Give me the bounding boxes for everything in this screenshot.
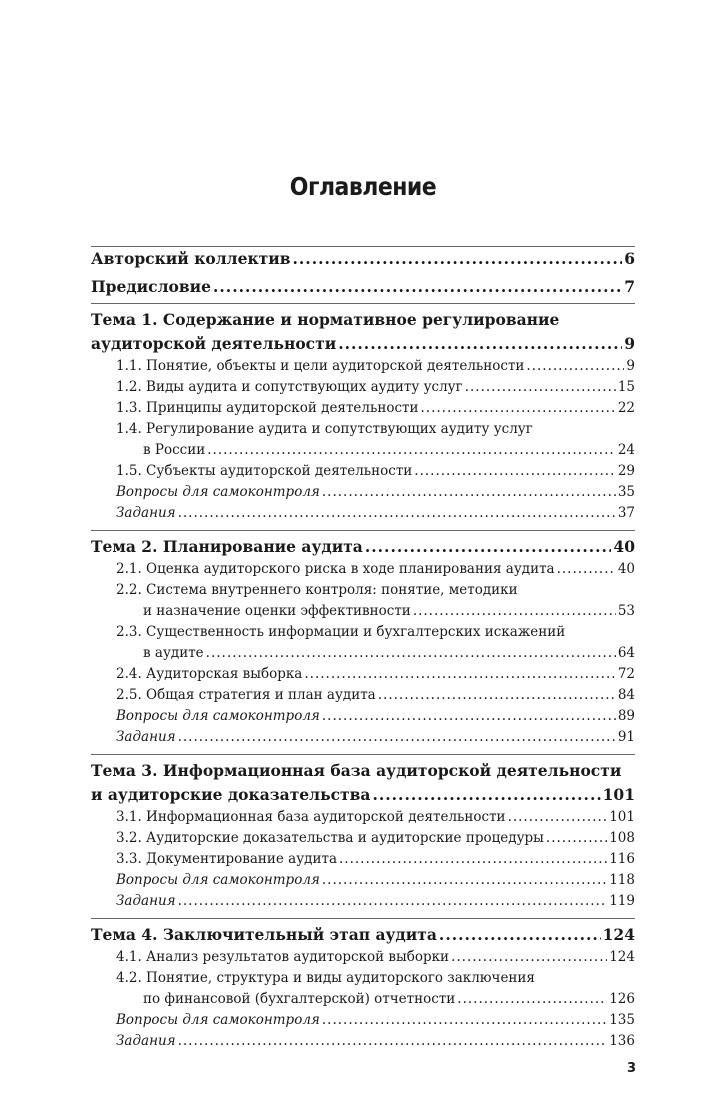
toc-subsection[interactable]: 4.2. Понятие, структура и виды аудиторского заключения bbox=[116, 970, 535, 986]
toc-entry-title: 3.2. Аудиторские доказательства и аудиторские процедуры bbox=[116, 830, 544, 846]
toc-entry-page: 37 bbox=[617, 505, 635, 521]
toc-entry-page: 64 bbox=[617, 645, 635, 661]
topic-heading[interactable]: Тема 3. Информационная база аудиторской деятельности bbox=[91, 761, 622, 780]
toc-subsection[interactable]: 1.4. Регулирование аудита и сопутствующих аудиту услуг bbox=[116, 421, 533, 437]
toc-entry-title: Авторский коллектив bbox=[91, 249, 291, 268]
toc-entry-page: 53 bbox=[617, 603, 635, 619]
toc-subsection-continued[interactable] bbox=[91, 989, 635, 1010]
toc-review-item[interactable] bbox=[91, 503, 635, 524]
toc-entry-page: 101 bbox=[602, 785, 635, 804]
toc-subsection[interactable] bbox=[91, 559, 635, 580]
toc-entry-page: 91 bbox=[617, 729, 635, 745]
toc-subsection-continued[interactable] bbox=[91, 440, 635, 461]
toc-entry-title: и аудиторские доказательства bbox=[91, 785, 371, 804]
dot-leader bbox=[465, 377, 616, 398]
toc-entry-title: аудиторской деятельности bbox=[91, 334, 337, 353]
toc-entry-title: 4.1. Анализ результатов аудиторской выборки bbox=[116, 949, 450, 965]
dot-leader bbox=[322, 706, 616, 727]
toc-subsection-continued[interactable] bbox=[91, 643, 635, 664]
toc-review-item[interactable] bbox=[91, 1010, 635, 1031]
dot-leader bbox=[322, 1010, 607, 1031]
toc-entry-title: Задания bbox=[116, 729, 176, 745]
toc-entry-title: по финансовой (бухгалтерской) отчетности bbox=[143, 991, 456, 1007]
toc-entry-page: 101 bbox=[609, 809, 635, 825]
toc-entry-title: и назначение оценки эффективности bbox=[143, 603, 411, 619]
dot-leader bbox=[557, 559, 616, 580]
toc-entry-title: 3.1. Информационная база аудиторской деятельности bbox=[116, 809, 506, 825]
toc-intro-entry[interactable] bbox=[91, 275, 635, 299]
toc-subsection[interactable] bbox=[91, 685, 635, 706]
topic-heading[interactable] bbox=[91, 535, 635, 559]
toc-entry-page: 124 bbox=[602, 925, 635, 944]
dot-leader bbox=[508, 807, 608, 828]
toc-entry-title: в России bbox=[143, 442, 206, 458]
toc-entry-page: 89 bbox=[617, 708, 635, 724]
toc-entry-title: 1.3. Принципы аудиторской деятельности bbox=[116, 400, 419, 416]
dot-leader bbox=[213, 275, 622, 299]
toc-entry-page: 40 bbox=[613, 537, 635, 556]
toc-entry-title: Тема 2. Планирование аудита bbox=[91, 537, 363, 556]
toc-review-item[interactable] bbox=[91, 706, 635, 727]
toc-entry-page: 84 bbox=[617, 687, 635, 703]
dot-leader bbox=[339, 849, 607, 870]
toc-subsection[interactable] bbox=[91, 664, 635, 685]
dot-leader bbox=[322, 870, 607, 891]
toc-subsection[interactable] bbox=[91, 356, 635, 377]
toc-subsection-continued[interactable] bbox=[91, 601, 635, 622]
dot-leader bbox=[457, 989, 607, 1010]
toc-subsection[interactable] bbox=[91, 849, 635, 870]
toc-entry-title: Вопросы для самоконтроля bbox=[116, 1012, 320, 1028]
toc-entry-page: 6 bbox=[624, 249, 635, 268]
toc-entry-page: 35 bbox=[617, 484, 635, 500]
toc-entry-title: 1.5. Субъекты аудиторской деятельности bbox=[116, 463, 413, 479]
toc-entry-title: 2.5. Общая стратегия и план аудита bbox=[116, 687, 376, 703]
toc-subsection[interactable] bbox=[91, 947, 635, 968]
toc-entry-page: 9 bbox=[624, 334, 635, 353]
toc-entry-page: 9 bbox=[626, 358, 635, 374]
toc-entry-page: 124 bbox=[609, 949, 635, 965]
toc-subsection[interactable]: 2.2. Система внутреннего контроля: понятие, методики bbox=[116, 582, 518, 598]
toc-entry-title: 1.1. Понятие, объекты и цели аудиторской деятельности bbox=[116, 358, 525, 374]
toc-entry-title: Тема 4. Заключительный этап аудита bbox=[91, 925, 437, 944]
dot-leader bbox=[413, 601, 616, 622]
toc-entry-title: 2.1. Оценка аудиторского риска в ходе планирования аудита bbox=[116, 561, 555, 577]
toc-review-item[interactable] bbox=[91, 482, 635, 503]
toc-entry-page: 40 bbox=[617, 561, 635, 577]
page-number: 3 bbox=[626, 1061, 636, 1076]
toc-entry-title: Вопросы для самоконтроля bbox=[116, 484, 320, 500]
dot-leader bbox=[378, 685, 616, 706]
toc-entry-page: 116 bbox=[609, 851, 635, 867]
toc-review-item[interactable] bbox=[91, 891, 635, 912]
toc-review-item[interactable] bbox=[91, 870, 635, 891]
topic-heading[interactable] bbox=[91, 923, 635, 947]
toc-entry-title: Вопросы для самоконтроля bbox=[116, 872, 320, 888]
toc-review-item[interactable] bbox=[91, 727, 635, 748]
dot-leader bbox=[420, 398, 615, 419]
dot-leader bbox=[414, 461, 616, 482]
dot-leader bbox=[451, 947, 607, 968]
toc-entry-page: 136 bbox=[609, 1033, 635, 1049]
toc-entry-page: 118 bbox=[609, 872, 635, 888]
toc-subsection[interactable]: 2.3. Существенность информации и бухгалтерских искажений bbox=[116, 624, 566, 640]
dot-leader bbox=[304, 664, 615, 685]
toc-entry-page: 7 bbox=[624, 277, 635, 296]
table-of-contents bbox=[91, 246, 635, 1058]
toc-entry-title: Задания bbox=[116, 505, 176, 521]
dot-leader bbox=[526, 356, 624, 377]
spacer bbox=[91, 1052, 635, 1058]
dot-leader bbox=[365, 535, 612, 559]
topic-heading[interactable]: Тема 1. Содержание и нормативное регулирование bbox=[91, 310, 560, 329]
dot-leader bbox=[322, 482, 616, 503]
page-title: Оглавление bbox=[289, 172, 437, 201]
dot-leader bbox=[207, 440, 616, 461]
toc-entry-page: 72 bbox=[617, 666, 635, 682]
topic-heading-continued[interactable] bbox=[91, 783, 635, 807]
toc-subsection[interactable] bbox=[91, 398, 635, 419]
dot-leader bbox=[206, 643, 616, 664]
toc-subsection[interactable] bbox=[91, 377, 635, 398]
dot-leader bbox=[338, 332, 622, 356]
toc-entry-title: Задания bbox=[116, 1033, 176, 1049]
toc-entry-page: 29 bbox=[617, 463, 635, 479]
toc-subsection[interactable] bbox=[91, 461, 635, 482]
dot-leader bbox=[439, 923, 601, 947]
topic-heading-continued[interactable] bbox=[91, 332, 635, 356]
toc-review-item[interactable] bbox=[91, 1031, 635, 1052]
dot-leader bbox=[178, 891, 608, 912]
toc-intro-entry[interactable] bbox=[91, 247, 635, 271]
dot-leader bbox=[178, 727, 616, 748]
toc-entry-page: 135 bbox=[609, 1012, 635, 1028]
dot-leader bbox=[293, 247, 623, 271]
toc-entry-title: Задания bbox=[116, 893, 176, 909]
toc-entry-title: 2.4. Аудиторская выборка bbox=[116, 666, 303, 682]
dot-leader bbox=[546, 828, 607, 849]
toc-entry-page: 24 bbox=[617, 442, 635, 458]
toc-subsection[interactable] bbox=[91, 828, 635, 849]
toc-entry-title: 1.2. Виды аудита и сопутствующих аудиту услуг bbox=[116, 379, 463, 395]
toc-entry-page: 126 bbox=[609, 991, 635, 1007]
toc-entry-title: 3.3. Документирование аудита bbox=[116, 851, 338, 867]
toc-subsection[interactable] bbox=[91, 807, 635, 828]
toc-entry-title: Предисловие bbox=[91, 277, 211, 296]
dot-leader bbox=[178, 1031, 608, 1052]
toc-entry-title: в аудите bbox=[143, 645, 204, 661]
toc-entry-page: 22 bbox=[617, 400, 635, 416]
toc-entry-page: 15 bbox=[617, 379, 635, 395]
toc-entry-title: Вопросы для самоконтроля bbox=[116, 708, 320, 724]
dot-leader bbox=[372, 783, 600, 807]
dot-leader bbox=[178, 503, 616, 524]
toc-entry-page: 119 bbox=[609, 893, 635, 909]
toc-entry-page: 108 bbox=[609, 830, 635, 846]
